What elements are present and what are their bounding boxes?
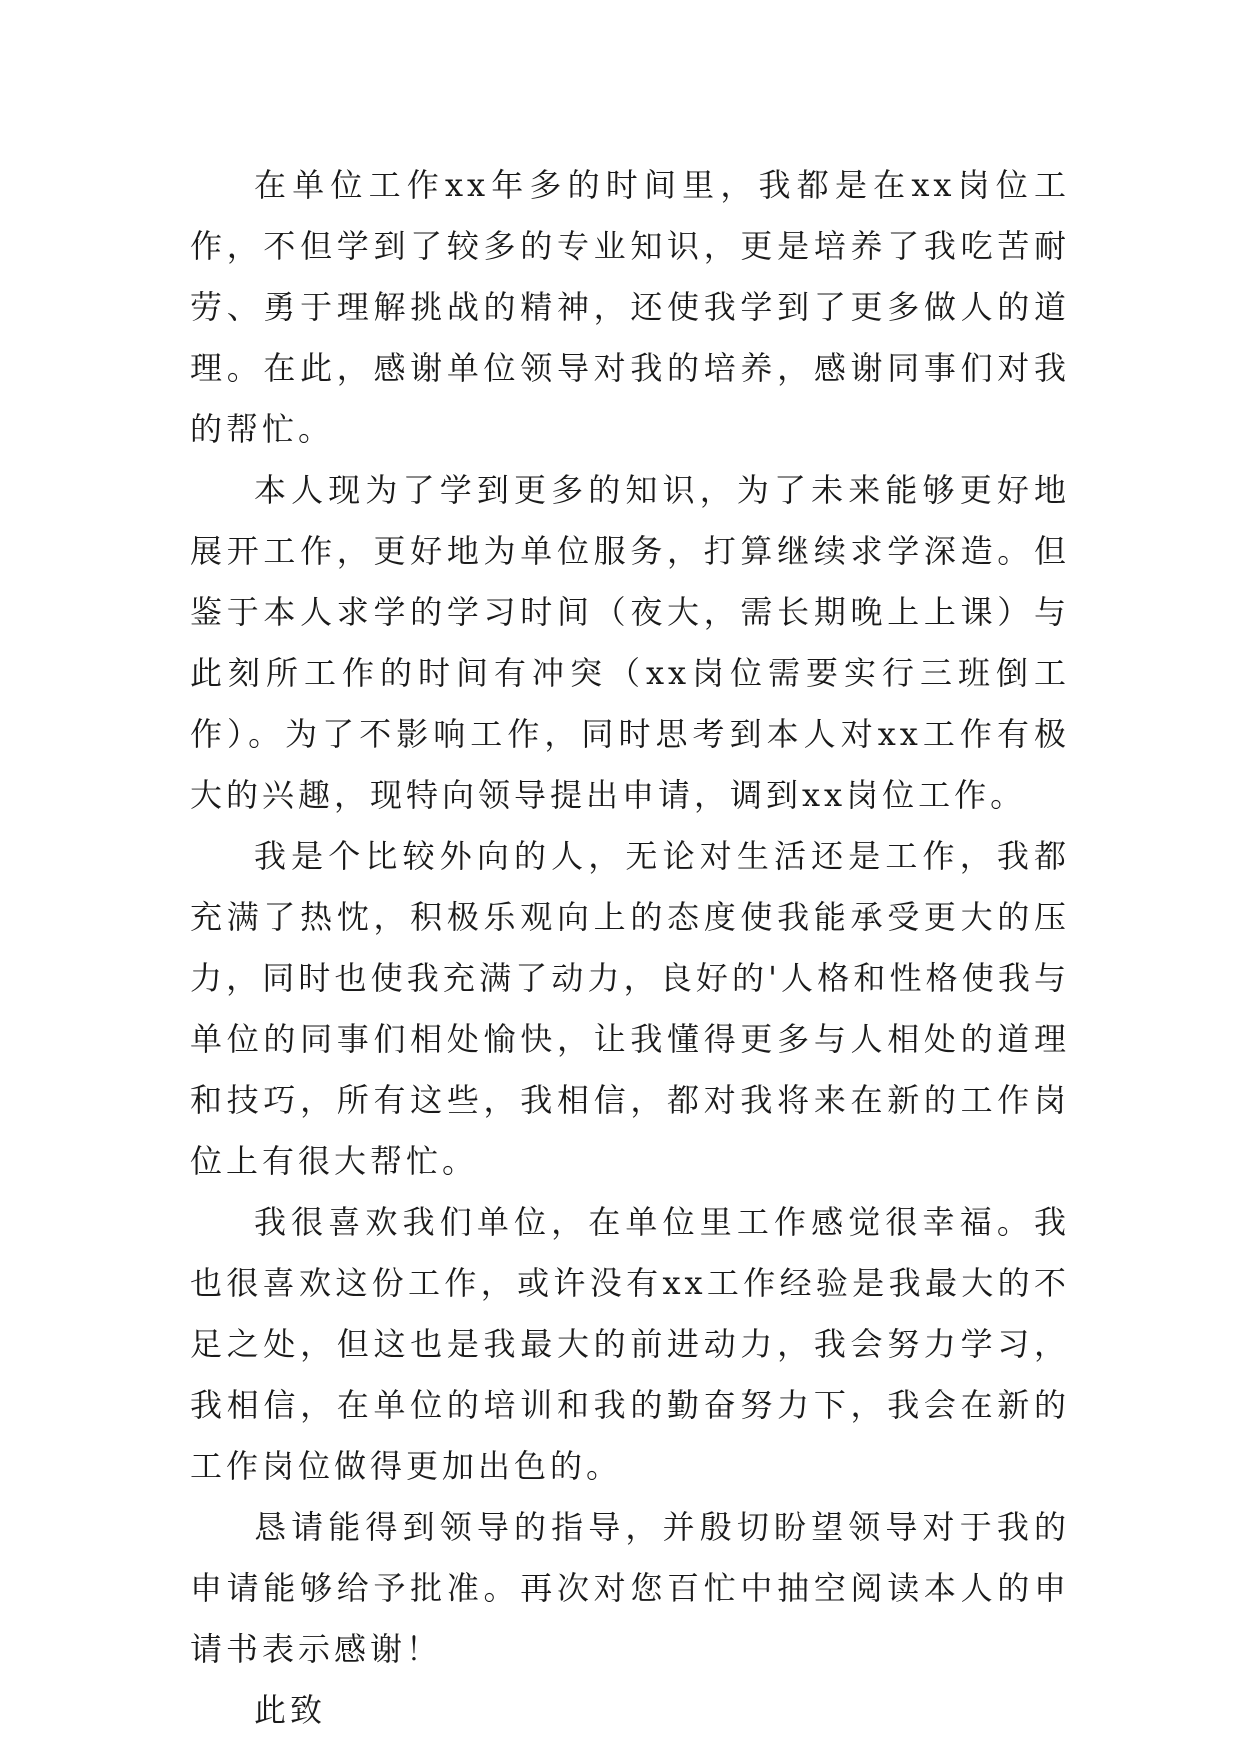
closing-salutation: 此致: [254, 1691, 327, 1729]
paragraph-5: 恳请能得到领导的指导，并殷切盼望领导对于我的申请能够给予批准。再次对您百忙中抽空阅读本人的申请书表示感谢！: [190, 1508, 1070, 1668]
letter-body: [190, 155, 1070, 1741]
paragraph-3: 我是个比较外向的人，无论对生活还是工作，我都充满了热忱，积极乐观向上的态度使我能承受更大的压力，同时也使我充满了动力，良好的'人格和性格使我与单位的同事们相处愉快，让我懂得更多与人相处的道理和技巧，所有这些，我相信，都对我将来在新的工作岗位上有很大帮忙。: [190, 837, 1070, 1180]
paragraph-4: 我很喜欢我们单位，在单位里工作感觉很幸福。我也很喜欢这份工作，或许没有xx工作经验是我最大的不足之处，但这也是我最大的前进动力，我会努力学习，我相信，在单位的培训和我的勤奋努力下，我会在新的工作岗位做得更加出色的。: [190, 1203, 1070, 1485]
paragraph-1: 在单位工作xx年多的时间里，我都是在xx岗位工作，不但学到了较多的专业知识，更是培养了我吃苦耐劳、勇于理解挑战的精神，还使我学到了更多做人的道理。在此，感谢单位领导对我的培养，感谢同事们对我的帮忙。: [190, 166, 1070, 448]
paragraph-2: 本人现为了学到更多的知识，为了未来能够更好地展开工作，更好地为单位服务，打算继续求学深造。但鉴于本人求学的学习时间（夜大，需长期晚上上课）与此刻所工作的时间有冲突（xx岗位需要实行三班倒工作）。为了不影响工作，同时思考到本人对xx工作有极大的兴趣，现特向领导提出申请，调到xx岗位工作。: [190, 471, 1070, 814]
